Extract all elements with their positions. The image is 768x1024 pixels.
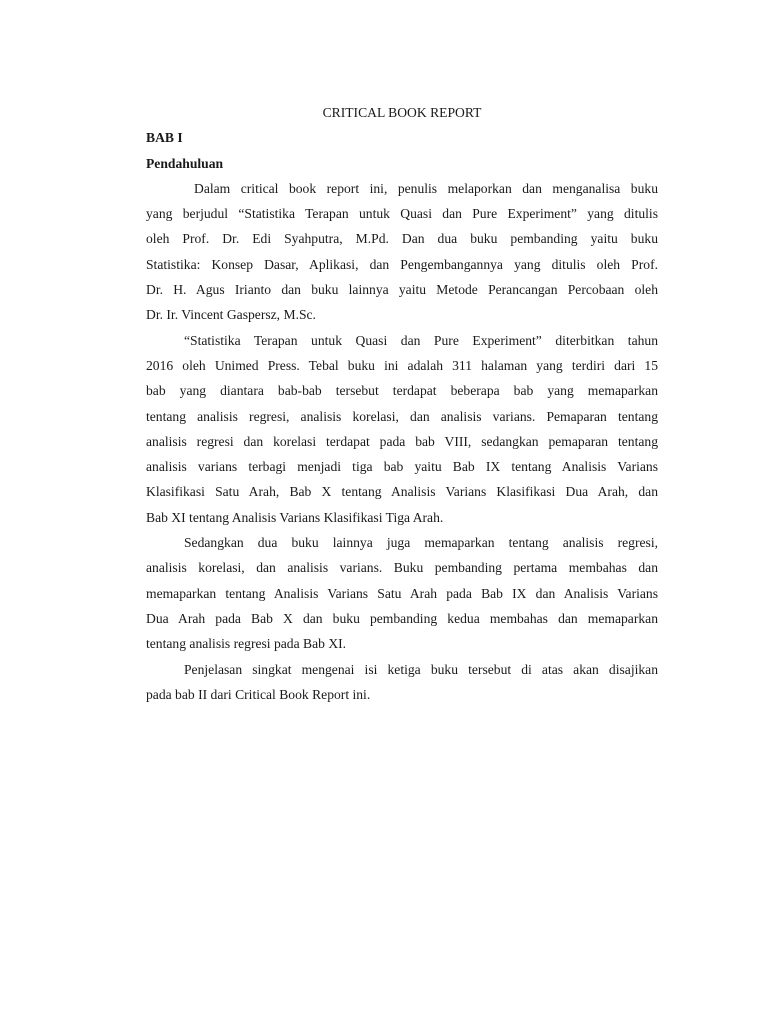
paragraph-line: analisis varians terbagi menjadi tiga bab yaitu Bab IX tentang Analisis Varians xyxy=(146,459,658,475)
paragraph-3 xyxy=(146,530,658,656)
paragraph-line: 2016 oleh Unimed Press. Tebal buku ini adalah 311 halaman yang terdiri dari 15 xyxy=(146,357,658,373)
paragraph-line: Bab XI tentang Analisis Varians Klasifikasi Tiga Arah. xyxy=(146,509,444,525)
paragraph-line: yang berjudul “Statistika Terapan untuk Quasi dan Pure Experiment” yang ditulis xyxy=(146,206,658,222)
paragraph-line: bab yang diantara bab-bab tersebut terdapat beberapa bab yang memaparkan xyxy=(146,383,658,399)
paragraph-1 xyxy=(146,176,658,328)
paragraph-line: oleh Prof. Dr. Edi Syahputra, M.Pd. Dan dua buku pembanding yaitu buku xyxy=(146,231,658,247)
paragraph-line: Dua Arah pada Bab X dan buku pembanding kedua membahas dan memaparkan xyxy=(146,610,658,626)
paragraph-line: tentang analisis regresi pada Bab XI. xyxy=(146,636,347,652)
paragraph-line: memaparkan tentang Analisis Varians Satu Arah pada Bab IX dan Analisis Varians xyxy=(146,585,658,601)
paragraph-line: tentang analisis regresi, analisis korelasi, dan analisis varians. Pemaparan tentang xyxy=(146,408,658,424)
paragraph-line: Klasifikasi Satu Arah, Bab X tentang Analisis Varians Klasifikasi Dua Arah, dan xyxy=(146,484,658,500)
paragraph-line: Penjelasan singkat mengenai isi ketiga buku tersebut di atas akan disajikan xyxy=(184,661,658,677)
paragraph-line: Statistika: Konsep Dasar, Aplikasi, dan Pengembangannya yang ditulis oleh Prof. xyxy=(146,256,658,272)
paragraph-line: pada bab II dari Critical Book Report ini. xyxy=(146,686,371,702)
paragraph-line: analisis korelasi, dan analisis varians. Buku pembanding pertama membahas dan xyxy=(146,560,658,576)
paragraph-line: “Statistika Terapan untuk Quasi dan Pure Experiment” diterbitkan tahun xyxy=(184,332,658,348)
paragraph-2 xyxy=(146,328,658,530)
document-title: CRITICAL BOOK REPORT xyxy=(322,105,482,120)
paragraph-line: Dalam critical book report ini, penulis melaporkan dan menganalisa buku xyxy=(194,180,658,196)
chapter-heading: BAB I xyxy=(146,130,183,146)
paragraph-4 xyxy=(146,657,658,708)
section-heading: Pendahuluan xyxy=(146,155,224,171)
paragraph-line: Dr. H. Agus Irianto dan buku lainnya yaitu Metode Perancangan Percobaan oleh xyxy=(146,282,658,298)
paragraph-line: Sedangkan dua buku lainnya juga memaparkan tentang analisis regresi, xyxy=(184,535,658,551)
document-body xyxy=(146,100,658,707)
paragraph-line: Dr. Ir. Vincent Gaspersz, M.Sc. xyxy=(146,307,316,323)
paragraph-line: analisis regresi dan korelasi terdapat pada bab VIII, sedangkan pemaparan tentang xyxy=(146,433,658,449)
